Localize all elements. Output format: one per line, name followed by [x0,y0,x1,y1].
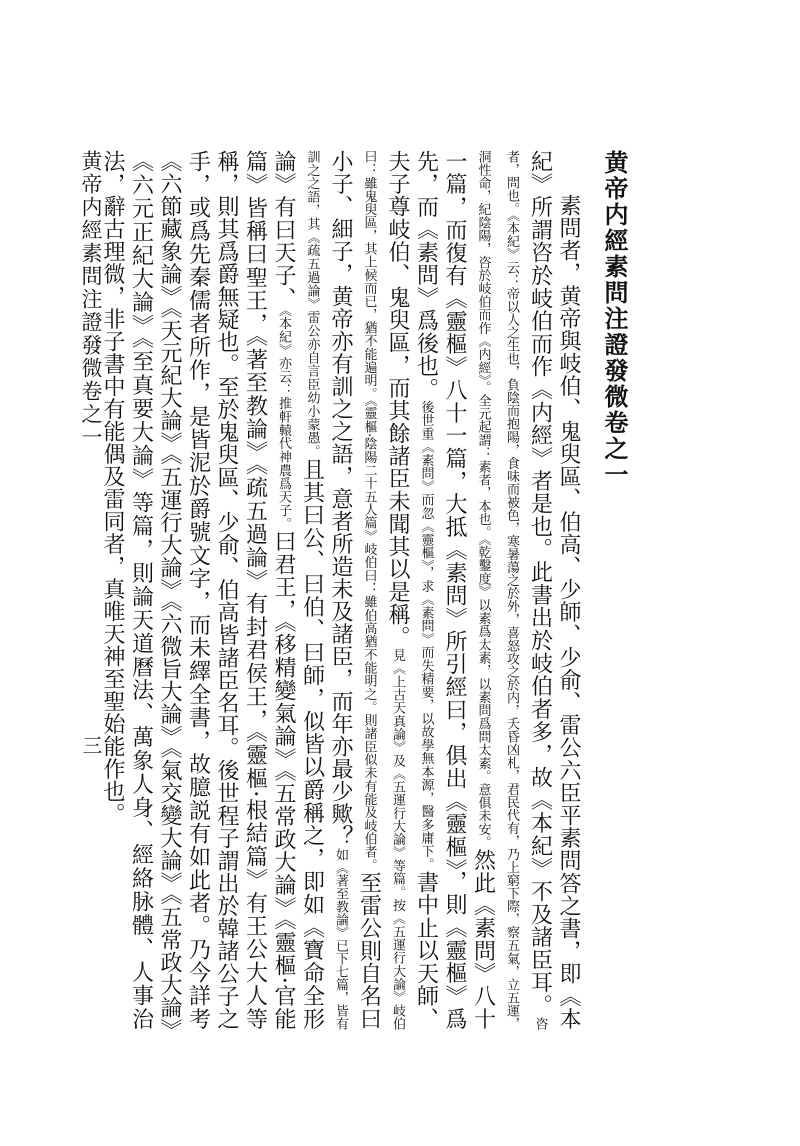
body-paragraph [98,150,583,1030]
commentary-note: 後世重《素問》而忽《靈樞》，求《素問》而失精要，以故學無本源，醫多庸下。 [418,400,434,871]
commentary-note: 全元起謂：素者，本也。《乾鑿度》以素爲太素，以素問爲問太素。意俱未安。 [475,393,491,849]
main-text-run: 且其曰公、曰伯、曰師，似皆以爵稱之，即如《寶命全形論》有曰天子、 [271,150,325,1030]
main-text-block [87,150,632,1030]
commentary-note: 咨者，問也。《本紀》云：帝以人之生也，負陰而抱陽，食味而被色，寒暑蕩之於外，喜怒攻之於内，夭昏凶札，君民代有，乃上窮下際，察五氣，立五運，洞性命，紀陰陽，咨於岐伯而作《内經》。 [475,150,548,1030]
main-text-run: 書中止以天師、夫子尊岐伯、鬼臾區，而其餘諸臣未聞其以是稱。 [385,150,439,1030]
commentary-note: 如《著至教論》已下七篇，皆有訓之之語，其《疏五過論》雷公亦自言臣幼小蒙愚。 [304,150,348,1030]
main-text-run: 至雷公則自名曰小子、細子，黄帝亦有訓之之語，意者所造未及諸臣，而年亦最少歟？ [328,150,382,1030]
commentary-note: 《本紀》亦云：推軒轅代神農爲天子。 [276,309,291,531]
commentary-note: 見《上古天真論》及《五運行大論》等篇。按《五運行大論》岐伯曰：雖鬼臾區，其上候而已，猶不能遍明。《靈樞·陰陽二十五人篇》岐伯曰：雖伯高猶不能明之。則諸臣似未有能及岐伯者。 [361,150,405,1030]
running-header: 黄帝内經素問注證發微卷之一 [79,150,103,449]
chapter-title: 黄帝内經素問注證發微卷之一 [600,150,629,488]
page-number: 三 [79,735,103,755]
main-text-run: 素問者，黄帝與岐伯、鬼臾區、伯高、少師、少俞、雷公六臣平素問答之書，即《本紀》所謂咨於岐伯而作《内經》者是也。此書出於岐伯者多，故《本紀》不及諸臣耳。 [527,150,581,1030]
main-text-run: 曰君王，《移精變氣論》《五常政大論》《靈樞·官能篇》皆稱曰聖王，《著至教論》《疏五過論》有封君侯王，《靈樞·根結篇》有王公大人等稱，則其爲爵無疑也。至於鬼臾區、少俞、伯高皆諸臣名耳。後世程子謂出於韓諸公子之手，或爲先秦儒者所作，是皆泥於爵號文字，而未繹全書，故臆説有如此者。乃今詳考《六節藏象論》《天元紀大論》《五運行大論》《六微旨大論》《氣交變大論》《五常政大論》《六元正紀大論》《至真要大論》等篇，則論天道曆法、萬象人身、經絡脉體、人事治法，辭古理微，非子書中有能偶及雷同者，真唯天神至聖始能作也。 [100,150,296,1030]
main-text-run: 然此《素問》八十一篇，而復有《靈樞》八十一篇，大抵《素問》所引經曰，俱出《靈樞》，則《靈樞》爲先，而《素問》爲後也。 [413,150,496,1030]
